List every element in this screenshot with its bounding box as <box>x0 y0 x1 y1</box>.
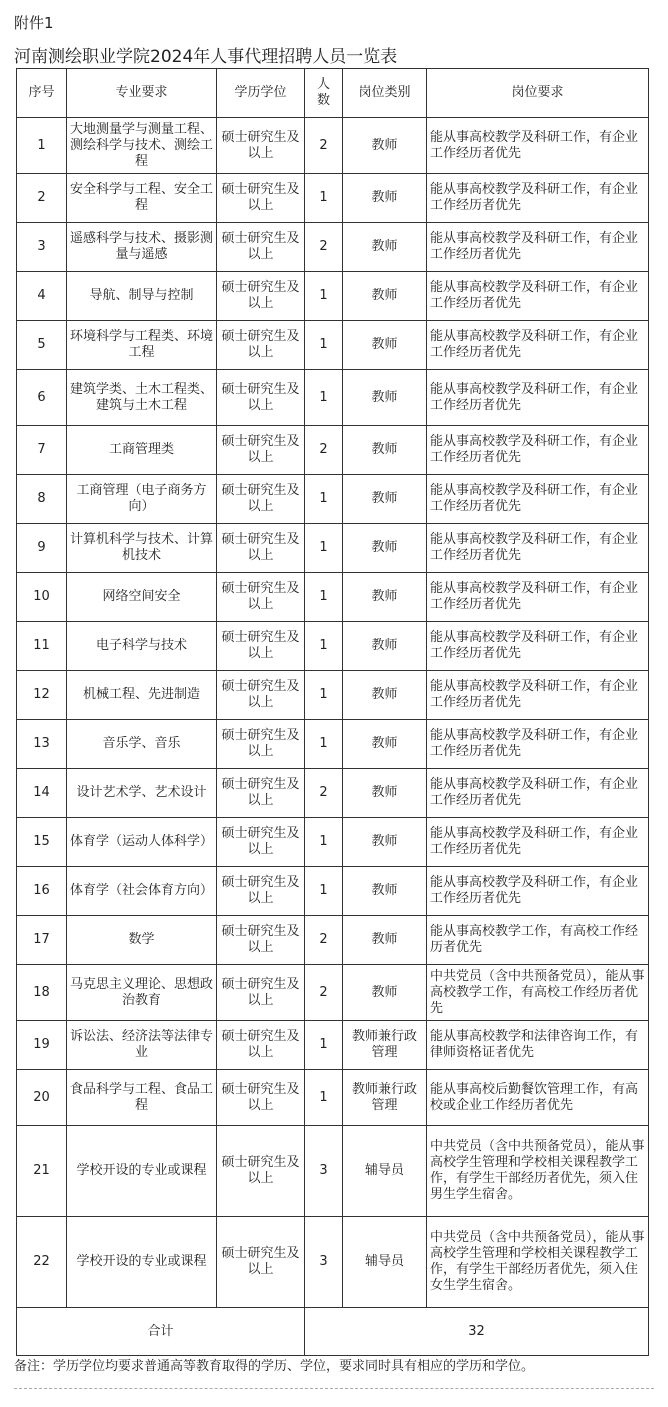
row-category: 教师兼行政管理 <box>343 1070 427 1126</box>
row-count: 2 <box>305 426 343 475</box>
row-degree: 硕士研究生及以上 <box>217 272 305 321</box>
row-requirements: 能从事高校教学及科研工作，有企业工作经历者优先 <box>427 573 649 622</box>
header-requirements: 岗位要求 <box>427 69 649 118</box>
row-count: 1 <box>305 622 343 671</box>
row-count: 2 <box>305 223 343 272</box>
row-requirements: 能从事高校教学及科研工作，有企业工作经历者优先 <box>427 524 649 573</box>
row-count: 1 <box>305 867 343 916</box>
row-index: 9 <box>17 524 67 573</box>
header-index: 序号 <box>17 69 67 118</box>
table-row <box>17 321 649 370</box>
row-index: 14 <box>17 769 67 818</box>
row-degree: 硕士研究生及以上 <box>217 118 305 174</box>
row-requirements: 能从事高校教学工作，有高校工作经历者优先 <box>427 916 649 965</box>
table-row <box>17 769 649 818</box>
row-major: 网络空间安全 <box>67 573 217 622</box>
row-major: 导航、制导与控制 <box>67 272 217 321</box>
row-degree: 硕士研究生及以上 <box>217 769 305 818</box>
row-requirements: 能从事高校教学及科研工作，有企业工作经历者优先 <box>427 426 649 475</box>
row-requirements: 能从事高校教学及科研工作，有企业工作经历者优先 <box>427 475 649 524</box>
row-major: 数学 <box>67 916 217 965</box>
row-degree: 硕士研究生及以上 <box>217 524 305 573</box>
header-major: 专业要求 <box>67 69 217 118</box>
total-value: 32 <box>305 1308 649 1356</box>
row-major: 音乐学、音乐 <box>67 720 217 769</box>
row-index: 7 <box>17 426 67 475</box>
row-degree: 硕士研究生及以上 <box>217 671 305 720</box>
row-degree: 硕士研究生及以上 <box>217 916 305 965</box>
row-category: 教师 <box>343 818 427 867</box>
row-index: 21 <box>17 1126 67 1217</box>
row-category: 辅导员 <box>343 1126 427 1217</box>
row-category: 教师 <box>343 769 427 818</box>
row-count: 1 <box>305 272 343 321</box>
row-requirements: 能从事高校教学及科研工作，有企业工作经历者优先 <box>427 370 649 426</box>
table-row <box>17 573 649 622</box>
row-requirements: 能从事高校教学及科研工作，有企业工作经历者优先 <box>427 118 649 174</box>
table-row <box>17 622 649 671</box>
row-major: 大地测量学与测量工程、测绘科学与技术、测绘工程 <box>67 118 217 174</box>
table-row <box>17 475 649 524</box>
row-degree: 硕士研究生及以上 <box>217 965 305 1021</box>
row-count: 1 <box>305 720 343 769</box>
row-category: 教师 <box>343 118 427 174</box>
footnote: 备注：学历学位均要求普通高等教育取得的学历、学位，要求同时具有相应的学历和学位。 <box>14 1359 535 1374</box>
row-major: 体育学（运动人体科学） <box>67 818 217 867</box>
row-index: 17 <box>17 916 67 965</box>
row-requirements: 能从事高校教学及科研工作，有企业工作经历者优先 <box>427 174 649 223</box>
row-major: 工商管理（电子商务方向） <box>67 475 217 524</box>
row-index: 13 <box>17 720 67 769</box>
row-major: 计算机科学与技术、计算机技术 <box>67 524 217 573</box>
table-row <box>17 965 649 1021</box>
row-index: 5 <box>17 321 67 370</box>
row-major: 学校开设的专业或课程 <box>67 1217 217 1308</box>
row-degree: 硕士研究生及以上 <box>217 174 305 223</box>
row-count: 1 <box>305 370 343 426</box>
row-index: 3 <box>17 223 67 272</box>
row-requirements: 能从事高校教学和法律咨询工作，有律师资格证者优先 <box>427 1021 649 1070</box>
table-row <box>17 272 649 321</box>
row-degree: 硕士研究生及以上 <box>217 867 305 916</box>
row-index: 20 <box>17 1070 67 1126</box>
row-requirements: 中共党员（含中共预备党员），能从事高校学生管理和学校相关课程教学工作，有学生干部经历者优先，须入住男生学生宿舍。 <box>427 1126 649 1217</box>
table-row <box>17 1021 649 1070</box>
divider <box>14 1388 654 1389</box>
header-category: 岗位类别 <box>343 69 427 118</box>
row-category: 教师 <box>343 573 427 622</box>
row-index: 8 <box>17 475 67 524</box>
table-row <box>17 1217 649 1308</box>
row-major: 环境科学与工程类、环境工程 <box>67 321 217 370</box>
row-count: 1 <box>305 174 343 223</box>
row-count: 3 <box>305 1126 343 1217</box>
attachment-label: 附件1 <box>14 14 54 32</box>
row-count: 1 <box>305 1021 343 1070</box>
row-requirements: 能从事高校后勤餐饮管理工作，有高校或企业工作经历者优先 <box>427 1070 649 1126</box>
row-degree: 硕士研究生及以上 <box>217 1217 305 1308</box>
row-count: 2 <box>305 916 343 965</box>
row-count: 1 <box>305 321 343 370</box>
table-row <box>17 867 649 916</box>
row-major: 学校开设的专业或课程 <box>67 1126 217 1217</box>
row-degree: 硕士研究生及以上 <box>217 1070 305 1126</box>
table-row <box>17 370 649 426</box>
row-requirements: 中共党员（含中共预备党员），能从事高校教学工作，有高校工作经历者优先 <box>427 965 649 1021</box>
row-degree: 硕士研究生及以上 <box>217 475 305 524</box>
row-requirements: 能从事高校教学及科研工作，有企业工作经历者优先 <box>427 867 649 916</box>
row-category: 教师 <box>343 223 427 272</box>
row-major: 安全科学与工程、安全工程 <box>67 174 217 223</box>
row-category: 教师 <box>343 524 427 573</box>
row-degree: 硕士研究生及以上 <box>217 370 305 426</box>
row-degree: 硕士研究生及以上 <box>217 321 305 370</box>
row-requirements: 能从事高校教学及科研工作，有企业工作经历者优先 <box>427 818 649 867</box>
row-degree: 硕士研究生及以上 <box>217 426 305 475</box>
row-requirements: 能从事高校教学及科研工作，有企业工作经历者优先 <box>427 769 649 818</box>
row-major: 食品科学与工程、食品工程 <box>67 1070 217 1126</box>
row-requirements: 能从事高校教学及科研工作，有企业工作经历者优先 <box>427 720 649 769</box>
row-count: 2 <box>305 769 343 818</box>
total-row <box>17 1308 649 1356</box>
table-row <box>17 1126 649 1217</box>
table-row <box>17 524 649 573</box>
row-index: 4 <box>17 272 67 321</box>
row-index: 11 <box>17 622 67 671</box>
row-category: 教师 <box>343 916 427 965</box>
row-count: 1 <box>305 671 343 720</box>
table-row <box>17 720 649 769</box>
header-count: 人 数 <box>305 69 343 118</box>
row-count: 1 <box>305 524 343 573</box>
row-index: 1 <box>17 118 67 174</box>
row-major: 建筑学类、土木工程类、建筑与土木工程 <box>67 370 217 426</box>
row-category: 教师 <box>343 720 427 769</box>
recruitment-table <box>16 68 649 1356</box>
row-degree: 硕士研究生及以上 <box>217 223 305 272</box>
row-category: 教师 <box>343 475 427 524</box>
row-major: 机械工程、先进制造 <box>67 671 217 720</box>
table-row <box>17 223 649 272</box>
row-major: 电子科学与技术 <box>67 622 217 671</box>
row-index: 12 <box>17 671 67 720</box>
row-count: 1 <box>305 818 343 867</box>
row-requirements: 能从事高校教学及科研工作，有企业工作经历者优先 <box>427 671 649 720</box>
row-requirements: 能从事高校教学及科研工作，有企业工作经历者优先 <box>427 321 649 370</box>
page-title: 河南测绘职业学院2024年人事代理招聘人员一览表 <box>14 47 398 67</box>
table-row <box>17 174 649 223</box>
row-degree: 硕士研究生及以上 <box>217 573 305 622</box>
row-category: 教师 <box>343 671 427 720</box>
row-count: 2 <box>305 965 343 1021</box>
row-category: 教师 <box>343 321 427 370</box>
row-requirements: 能从事高校教学及科研工作，有企业工作经历者优先 <box>427 622 649 671</box>
row-major: 设计艺术学、艺术设计 <box>67 769 217 818</box>
row-index: 22 <box>17 1217 67 1308</box>
row-index: 15 <box>17 818 67 867</box>
row-category: 辅导员 <box>343 1217 427 1308</box>
row-major: 体育学（社会体育方向） <box>67 867 217 916</box>
row-degree: 硕士研究生及以上 <box>217 1126 305 1217</box>
row-category: 教师 <box>343 174 427 223</box>
table-row <box>17 916 649 965</box>
row-count: 1 <box>305 1070 343 1126</box>
row-degree: 硕士研究生及以上 <box>217 1021 305 1070</box>
row-index: 16 <box>17 867 67 916</box>
row-requirements: 中共党员（含中共预备党员），能从事高校学生管理和学校相关课程教学工作，有学生干部经历者优先，须入住女生学生宿舍。 <box>427 1217 649 1308</box>
row-count: 2 <box>305 118 343 174</box>
header-degree: 学历学位 <box>217 69 305 118</box>
row-category: 教师 <box>343 867 427 916</box>
row-index: 2 <box>17 174 67 223</box>
table-row <box>17 1070 649 1126</box>
table-row <box>17 671 649 720</box>
row-index: 18 <box>17 965 67 1021</box>
table-row <box>17 818 649 867</box>
row-major: 遥感科学与技术、摄影测量与遥感 <box>67 223 217 272</box>
table-row <box>17 426 649 475</box>
row-category: 教师兼行政管理 <box>343 1021 427 1070</box>
row-index: 10 <box>17 573 67 622</box>
row-category: 教师 <box>343 622 427 671</box>
row-count: 3 <box>305 1217 343 1308</box>
row-count: 1 <box>305 573 343 622</box>
row-requirements: 能从事高校教学及科研工作，有企业工作经历者优先 <box>427 223 649 272</box>
row-category: 教师 <box>343 426 427 475</box>
row-category: 教师 <box>343 965 427 1021</box>
row-degree: 硕士研究生及以上 <box>217 818 305 867</box>
row-degree: 硕士研究生及以上 <box>217 720 305 769</box>
table-row <box>17 118 649 174</box>
table-header-row <box>17 69 649 118</box>
row-degree: 硕士研究生及以上 <box>217 622 305 671</box>
row-category: 教师 <box>343 370 427 426</box>
total-label: 合计 <box>17 1308 305 1356</box>
row-count: 1 <box>305 475 343 524</box>
row-index: 6 <box>17 370 67 426</box>
row-index: 19 <box>17 1021 67 1070</box>
row-category: 教师 <box>343 272 427 321</box>
row-major: 工商管理类 <box>67 426 217 475</box>
row-major: 马克思主义理论、思想政治教育 <box>67 965 217 1021</box>
row-requirements: 能从事高校教学及科研工作，有企业工作经历者优先 <box>427 272 649 321</box>
row-major: 诉讼法、经济法等法律专业 <box>67 1021 217 1070</box>
